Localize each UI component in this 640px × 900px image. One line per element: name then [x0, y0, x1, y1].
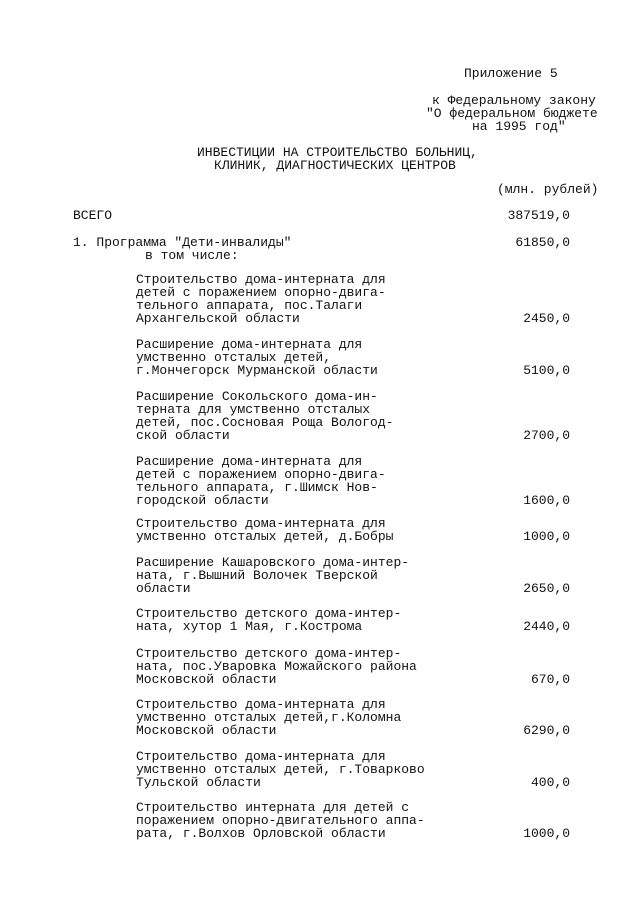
- item-description-line: ната, пос.Уваровка Можайского района: [136, 659, 417, 674]
- item-description-line: Расширение дома-интерната для: [136, 454, 363, 469]
- list-item: [136, 455, 426, 507]
- item-description-line: городской области: [136, 493, 269, 508]
- list-item: [136, 517, 426, 543]
- item-description-line: Расширение дома-интерната для: [136, 337, 363, 352]
- item-description-line: Архангельской области: [136, 311, 300, 326]
- item-description-line: детей с поражением опорно-двига-: [136, 467, 386, 482]
- item-description-line: ской области: [136, 428, 230, 443]
- list-item: [136, 390, 426, 442]
- item-amount: 1000,0: [523, 826, 570, 841]
- item-description-line: г.Мончегорск Мурманской области: [136, 363, 378, 378]
- item-description-line: умственно отсталых детей, д.Бобры: [136, 529, 394, 544]
- law-reference-line3: на 1995 год": [472, 119, 566, 134]
- item-description-line: тельного аппарата, пос.Талаги: [136, 298, 363, 313]
- list-item: [136, 607, 426, 633]
- list-item: [136, 273, 426, 325]
- item-description-line: умственно отсталых детей, г.Товарково: [136, 762, 425, 777]
- item-amount: 1000,0: [523, 529, 570, 544]
- item-amount: 5100,0: [523, 363, 570, 378]
- program-label: 1. Программа "Дети-инвалиды": [73, 235, 292, 250]
- document-title-line2: КЛИНИК, ДИАГНОСТИЧЕСКИХ ЦЕНТРОВ: [214, 158, 456, 173]
- item-description-line: ната, хутор 1 Мая, г.Кострома: [136, 619, 363, 634]
- item-description-line: Строительство дома-интерната для: [136, 697, 386, 712]
- item-amount: 6290,0: [523, 723, 570, 738]
- program-amount: 61850,0: [515, 235, 570, 250]
- item-description-line: Строительство дома-интерната для: [136, 516, 386, 531]
- item-description-line: детей с поражением опорно-двига-: [136, 285, 386, 300]
- item-description-line: Строительство детского дома-интер-: [136, 606, 402, 621]
- item-amount: 2440,0: [523, 619, 570, 634]
- list-item: [136, 338, 426, 377]
- item-description-line: тельного аппарата, г.Шимск Нов-: [136, 480, 378, 495]
- total-amount: 387519,0: [507, 208, 570, 223]
- list-item: [136, 801, 426, 840]
- item-description-line: рата, г.Волхов Орловской области: [136, 826, 386, 841]
- item-amount: 2700,0: [523, 428, 570, 443]
- item-description-line: терната для умственно отсталых: [136, 402, 371, 417]
- appendix-label: Приложение 5: [464, 66, 558, 81]
- item-description-line: умственно отсталых детей,г.Коломна: [136, 710, 402, 725]
- item-description-line: Расширение Сокольского дома-ин-: [136, 389, 378, 404]
- list-item: [136, 698, 426, 737]
- item-description-line: детей, пос.Сосновая Роща Вологод-: [136, 415, 394, 430]
- program-sublabel: в том числе:: [145, 248, 239, 263]
- item-amount: 1600,0: [523, 493, 570, 508]
- item-description-line: Расширение Кашаровского дома-интер-: [136, 555, 410, 570]
- item-description-line: Строительство дома-интерната для: [136, 272, 386, 287]
- list-item: [136, 647, 426, 686]
- total-label: ВСЕГО: [73, 208, 113, 223]
- item-amount: 2650,0: [523, 581, 570, 596]
- units-label: (млн. рублей): [497, 182, 599, 197]
- item-amount: 400,0: [530, 775, 570, 790]
- law-reference-line2: "О федеральном бюджете: [426, 106, 598, 121]
- item-amount: 670,0: [530, 672, 570, 687]
- item-amount: 2450,0: [523, 311, 570, 326]
- item-description-line: Тульской области: [136, 775, 261, 790]
- document-title-line1: ИНВЕСТИЦИИ НА СТРОИТЕЛЬСТВО БОЛЬНИЦ,: [197, 145, 478, 160]
- item-description-line: ната, г.Вышний Волочек Тверской: [136, 568, 378, 583]
- list-item: [136, 750, 426, 789]
- law-reference-line1: к Федеральному закону: [432, 93, 596, 108]
- item-description-line: Строительство дома-интерната для: [136, 749, 386, 764]
- item-description-line: умственно отсталых детей,: [136, 350, 332, 365]
- item-description-line: поражением опорно-двигательного аппа-: [136, 813, 425, 828]
- item-description-line: Московской области: [136, 723, 277, 738]
- item-description-line: Строительство детского дома-интер-: [136, 646, 402, 661]
- list-item: [136, 556, 426, 595]
- item-description-line: области: [136, 581, 191, 596]
- item-description-line: Строительство интерната для детей с: [136, 800, 410, 815]
- item-description-line: Московской области: [136, 672, 277, 687]
